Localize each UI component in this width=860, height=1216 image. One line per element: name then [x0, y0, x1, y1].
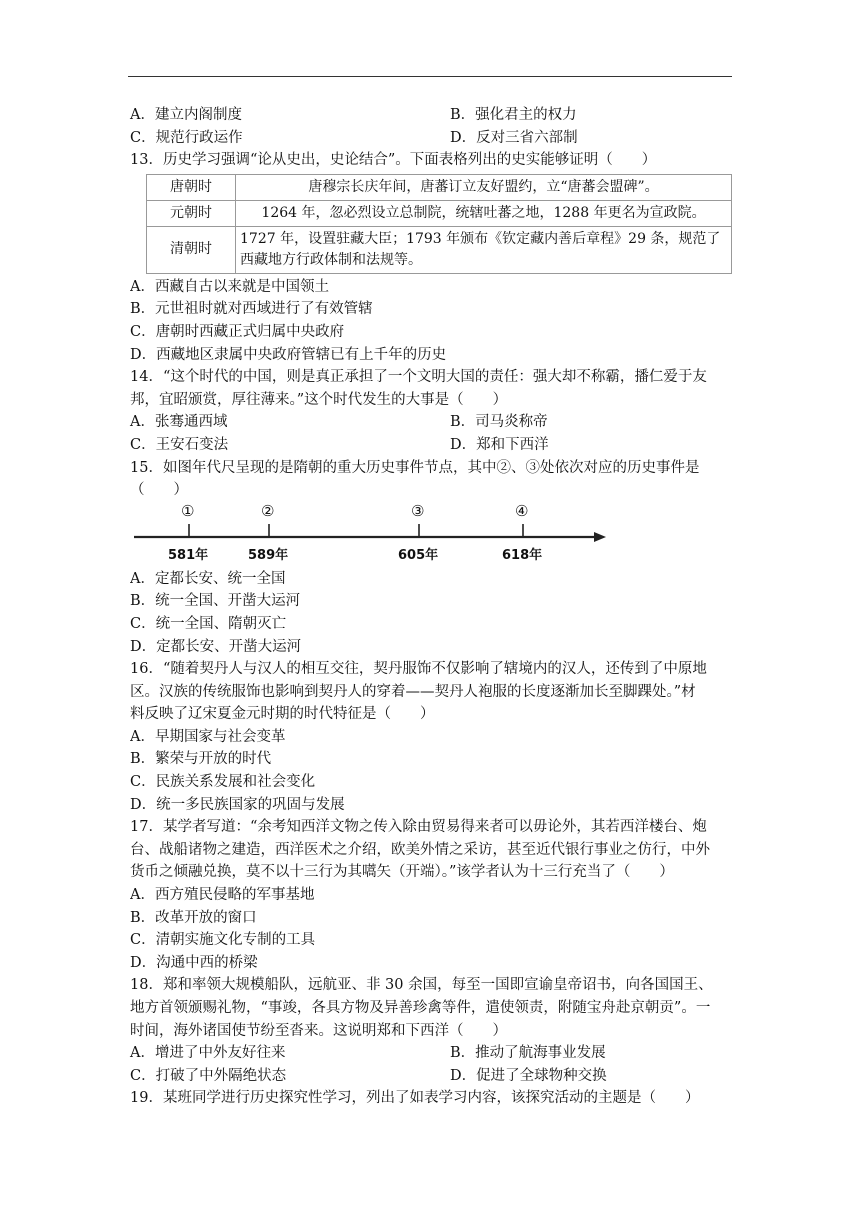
q19-stem: 19．某班同学进行历史探究性学习，列出了如表学习内容，该探究活动的主题是（ ）: [130, 1090, 700, 1107]
q14-option-b[interactable]: B．司马炎称帝: [450, 414, 548, 431]
timeline-mark-3: ③: [411, 501, 425, 520]
q14-option-a[interactable]: A．张骞通西域: [130, 414, 228, 431]
q12-option-a[interactable]: A．建立内阁制度: [130, 107, 242, 123]
timeline-year-1: 581年: [168, 547, 209, 563]
exam-page: [130, 104, 732, 1110]
q15-stem-line-2: （ ）: [130, 482, 188, 499]
timeline-year-2: 589年: [248, 547, 289, 563]
table-cell-dynasty: 唐朝时: [147, 174, 236, 200]
q15-stem-line-1: 15．如图年代尺呈现的是隋朝的重大历史事件节点，其中②、③处依次对应的历史事件是: [130, 459, 700, 476]
table-cell-dynasty: 清朝时: [147, 226, 236, 273]
q14-option-d[interactable]: D．郑和下西洋: [450, 436, 549, 453]
q18-stem-line-3: 时间，海外诸国使节纷至沓来。这说明郑和下西洋（ ）: [130, 1022, 507, 1039]
timeline-mark-2: ②: [261, 501, 275, 520]
q17-option-b[interactable]: B．改革开放的窗口: [130, 909, 257, 926]
header-rule: [128, 76, 732, 77]
q13-stem: 13．历史学习强调“论从史出，史论结合”。下面表格列出的史实能够证明（ ）: [130, 152, 657, 169]
q16-stem-line-1: 16．“随着契丹人与汉人的相互交往，契丹服饰不仅影响了辖境内的汉人，还传到了中原地: [130, 661, 707, 678]
q17-stem-line-3: 货币之倾融兑换，莫不以十三行为其嚆矢（开端）。”该学者认为十三行充当了（ ）: [130, 864, 674, 881]
q16-option-c[interactable]: C．民族关系发展和社会变化: [130, 774, 316, 791]
sui-timeline: [132, 502, 732, 568]
q15-option-a[interactable]: A．定都长安、统一全国: [130, 570, 286, 587]
q18-option-d[interactable]: D．促进了全球物种交换: [450, 1067, 607, 1084]
q13-option-b[interactable]: B．元世祖时就对西域进行了有效管辖: [130, 301, 373, 318]
q18-options-row-1: [130, 1042, 732, 1065]
timeline-year-4: 618年: [502, 547, 543, 563]
q18-option-b[interactable]: B．推动了航海事业发展: [450, 1045, 606, 1062]
q12-options-row-1: [130, 104, 732, 127]
table-cell-event: 1727 年，设置驻藏大臣；1793 年颁布《钦定藏内善后章程》29 条，规范了西藏地方行政体制和法规等。: [236, 226, 732, 273]
q17-option-a[interactable]: A．西方殖民侵略的军事基地: [130, 887, 315, 904]
q14-options-row-2: [130, 434, 732, 457]
table-cell-dynasty: 元朝时: [147, 200, 236, 226]
q17-stem-line-1: 17．某学者写道：“余考知西洋文物之传入除由贸易得来者可以毋论外，其若西洋楼台、炮: [130, 819, 707, 836]
q14-stem-line-2: 邦，宜昭颁赏，厚往薄来。”这个时代发生的大事是（ ）: [130, 391, 508, 408]
q13-option-a[interactable]: A．西藏自古以来就是中国领土: [130, 278, 329, 295]
q12-option-b[interactable]: B．强化君主的权力: [450, 107, 577, 123]
table-cell-event: 1264 年，忽必烈设立总制院，统辖吐蕃之地，1288 年更名为宣政院。: [236, 200, 732, 226]
q16-option-a[interactable]: A．早期国家与社会变革: [130, 728, 286, 745]
q17-option-d[interactable]: D．沟通中西的桥梁: [130, 954, 258, 971]
table-row: [147, 200, 732, 226]
q18-stem-line-2: 地方首领颁赐礼物，“事竣，各具方物及异善珍禽等件，遣使领责，附随宝舟赴京朝贡”。一: [130, 1000, 711, 1016]
q18-option-a[interactable]: A．增进了中外友好往来: [130, 1045, 286, 1062]
q14-stem-line-1: 14．“这个时代的中国，则是真正承担了一个文明大国的责任：强大却不称霸，播仁爱于友: [130, 369, 707, 386]
timeline-mark-1: ①: [181, 501, 195, 520]
q15-option-b[interactable]: B．统一全国、开凿大运河: [130, 593, 301, 610]
q17-stem-line-2: 台、战船诸物之建造，西洋医术之介绍，欧美外情之采访，甚至近代银行事业之仿行，中外: [130, 841, 710, 858]
q18-stem-line-1: 18．郑和率领大规模船队，远航亚、非 30 余国，每至一国即宣谕皇帝诏书，向各国国王、: [130, 977, 713, 994]
q16-option-b[interactable]: B．繁荣与开放的时代: [130, 751, 272, 768]
q12-option-c[interactable]: C．规范行政运作: [130, 129, 243, 146]
table-row: [147, 174, 732, 200]
q15-option-c[interactable]: C．统一全国、隋朝灭亡: [130, 615, 287, 632]
timeline-year-3: 605年: [398, 547, 439, 563]
timeline-mark-4: ④: [515, 501, 529, 520]
q18-options-row-2: [130, 1065, 732, 1088]
arrow-head-icon: [594, 532, 606, 542]
q16-option-d[interactable]: D．统一多民族国家的巩固与发展: [130, 796, 345, 813]
table-cell-event: 唐穆宗长庆年间，唐蕃订立友好盟约，立“唐蕃会盟碑”。: [236, 174, 732, 200]
q14-option-c[interactable]: C．王安石变法: [130, 436, 229, 453]
q16-stem-line-3: 料反映了辽宋夏金元时期的时代特征是（ ）: [130, 706, 435, 723]
q16-stem-line-2: 区。汉族的传统服饰也影响到契丹人的穿着——契丹人袍服的长度逐渐加长至脚踝处。”材: [130, 683, 696, 700]
q13-option-d[interactable]: D．西藏地区隶属中央政府管辖已有上千年的历史: [130, 346, 447, 363]
q13-table: [146, 174, 732, 274]
q13-option-c[interactable]: C．唐朝时西藏正式归属中央政府: [130, 323, 345, 340]
q17-option-c[interactable]: C．清朝实施文化专制的工具: [130, 932, 316, 949]
q15-option-d[interactable]: D．定都长安、开凿大运河: [130, 638, 302, 655]
q12-options-row-2: [130, 127, 732, 150]
q18-option-c[interactable]: C．打破了中外隔绝状态: [130, 1067, 287, 1084]
q14-options-row-1: [130, 411, 732, 434]
q12-option-d[interactable]: D．反对三省六部制: [450, 129, 578, 146]
table-row: [147, 226, 732, 273]
